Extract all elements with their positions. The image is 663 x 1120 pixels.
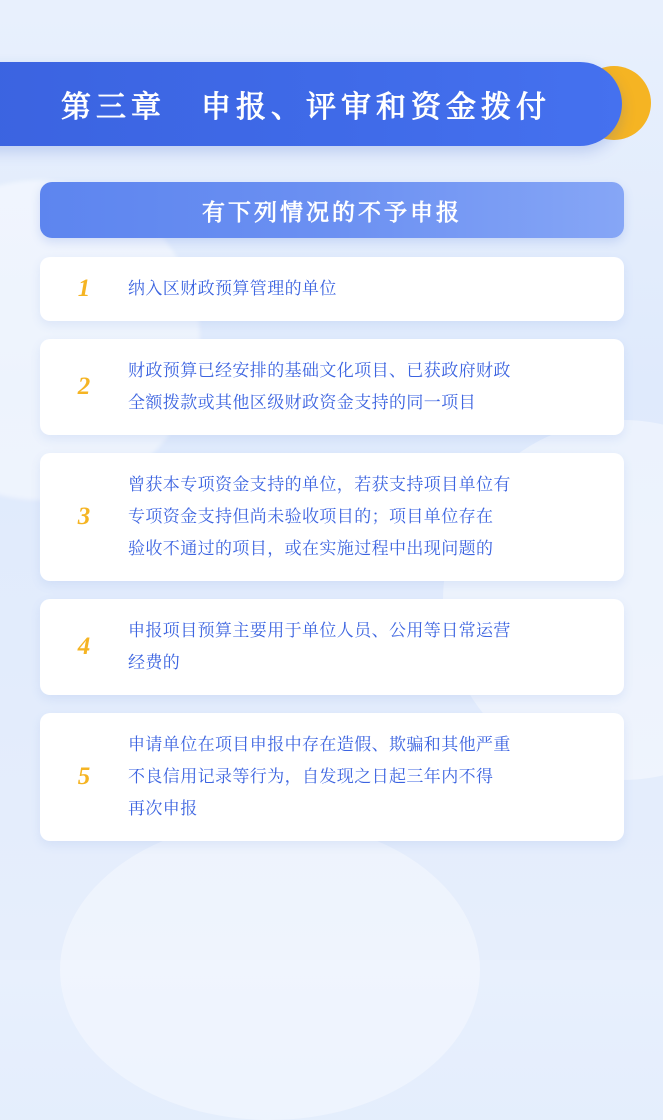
list-item-text [128,713,511,841]
list-item [40,453,624,581]
list-item-text-line: 专项资金支持但尚未验收项目的；项目单位存在 [128,507,494,526]
background-decoration-bottom [60,820,480,1120]
list-item-number: 1 [77,275,91,302]
list-item-text [128,257,337,321]
list-item-text-line: 申报项目预算主要用于单位人员、公用等日常运营 [128,621,511,640]
list-item-text [128,339,511,435]
list-item-text [128,599,511,695]
list-item-text-line: 验收不通过的项目，或在实施过程中出现问题的 [128,539,494,558]
list-item-text-line: 全额拨款或其他区级财政资金支持的同一项目 [128,393,476,412]
list-item-number: 4 [77,633,91,660]
list-item [40,339,624,435]
chapter-title: 第三章 申报、评审和资金拨付 [61,91,551,124]
list-item-text-line: 再次申报 [128,799,198,818]
exclusion-list [40,257,624,859]
list-item-number: 3 [77,503,91,530]
list-item-number: 2 [77,373,91,400]
list-item-text-line: 曾获本专项资金支持的单位，若获支持项目单位有 [128,475,511,494]
list-item-text-line: 财政预算已经安排的基础文化项目、已获政府财政 [128,361,511,380]
list-item-text-line: 申请单位在项目申报中存在造假、欺骗和其他严重 [128,735,511,754]
list-item-text [128,453,511,581]
list-item-text-line: 纳入区财政预算管理的单位 [128,279,337,298]
list-item [40,257,624,321]
section-title: 有下列情况的不予申报 [202,198,462,225]
list-item-text-line: 经费的 [128,653,181,672]
chapter-banner [0,62,622,146]
list-item [40,713,624,841]
list-item-text-line: 不良信用记录等行为，自发现之日起三年内不得 [128,767,494,786]
list-item-number: 5 [77,763,91,790]
section-title-pill [40,182,624,238]
chapter-header [0,62,663,146]
list-item [40,599,624,695]
